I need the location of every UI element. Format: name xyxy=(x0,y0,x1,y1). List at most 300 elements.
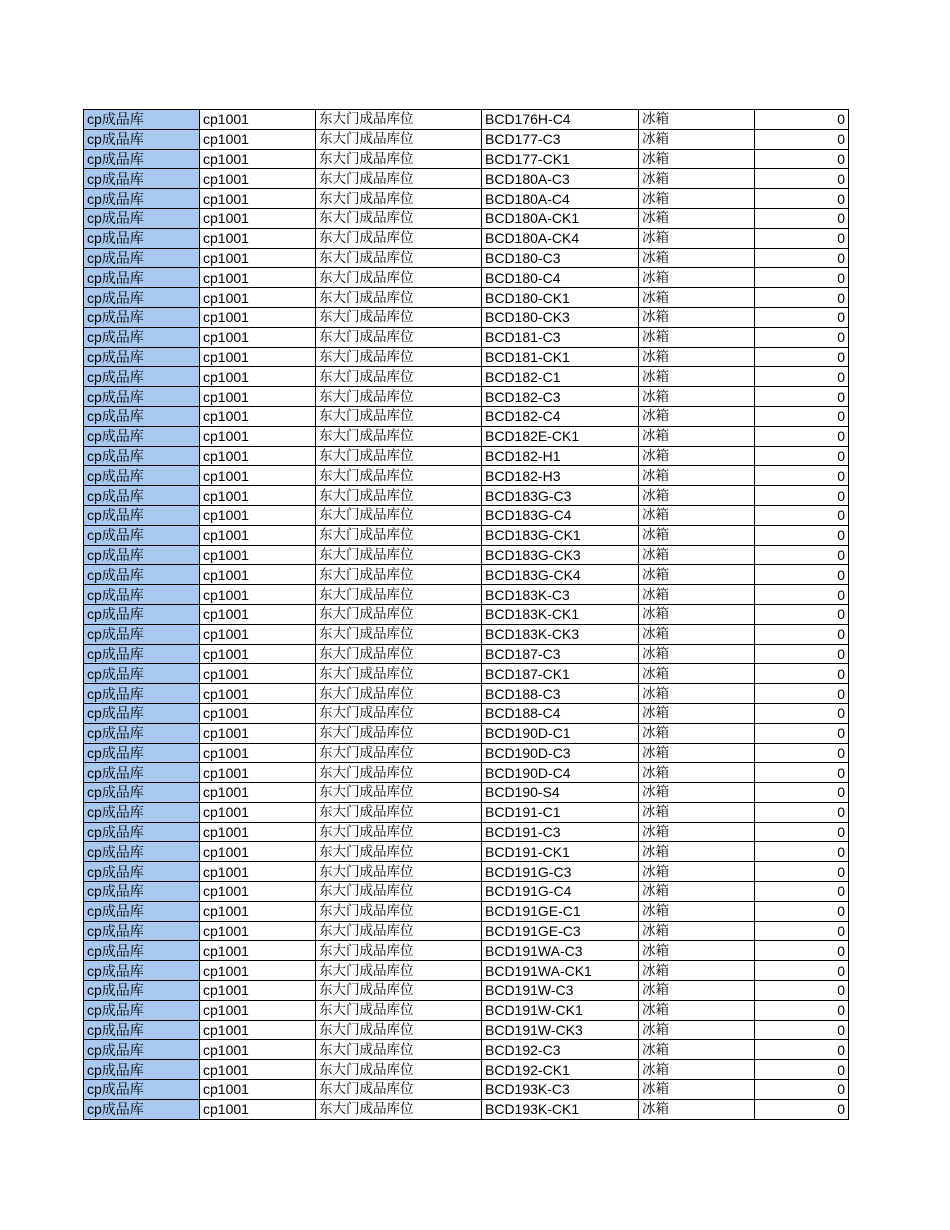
warehouse-code-cell[interactable]: cp1001 xyxy=(200,347,316,367)
model-cell[interactable]: BCD177-CK1 xyxy=(482,149,639,169)
model-cell[interactable]: BCD187-C3 xyxy=(482,644,639,664)
category-cell[interactable]: 冰箱 xyxy=(639,723,755,743)
category-cell[interactable]: 冰箱 xyxy=(639,624,755,644)
warehouse-code-cell[interactable]: cp1001 xyxy=(200,604,316,624)
warehouse-code-cell[interactable]: cp1001 xyxy=(200,1020,316,1040)
model-cell[interactable]: BCD180A-CK4 xyxy=(482,228,639,248)
model-cell[interactable]: BCD180-CK1 xyxy=(482,288,639,308)
quantity-cell[interactable]: 0 xyxy=(755,882,849,902)
model-cell[interactable]: BCD191G-C4 xyxy=(482,882,639,902)
category-cell[interactable]: 冰箱 xyxy=(639,684,755,704)
category-cell[interactable]: 冰箱 xyxy=(639,129,755,149)
model-cell[interactable]: BCD191GE-C3 xyxy=(482,921,639,941)
model-cell[interactable]: BCD183G-C3 xyxy=(482,486,639,506)
location-cell[interactable]: 东大门成品库位 xyxy=(316,703,482,723)
warehouse-cell[interactable]: cp成品库 xyxy=(84,763,200,783)
model-cell[interactable]: BCD190D-C3 xyxy=(482,743,639,763)
model-cell[interactable]: BCD182-C1 xyxy=(482,367,639,387)
model-cell[interactable]: BCD193K-CK1 xyxy=(482,1099,639,1119)
warehouse-code-cell[interactable]: cp1001 xyxy=(200,307,316,327)
warehouse-code-cell[interactable]: cp1001 xyxy=(200,129,316,149)
warehouse-code-cell[interactable]: cp1001 xyxy=(200,367,316,387)
location-cell[interactable]: 东大门成品库位 xyxy=(316,743,482,763)
model-cell[interactable]: BCD190D-C4 xyxy=(482,763,639,783)
model-cell[interactable]: BCD182-C3 xyxy=(482,387,639,407)
model-cell[interactable]: BCD191G-C3 xyxy=(482,862,639,882)
warehouse-cell[interactable]: cp成品库 xyxy=(84,941,200,961)
category-cell[interactable]: 冰箱 xyxy=(639,941,755,961)
quantity-cell[interactable]: 0 xyxy=(755,307,849,327)
quantity-cell[interactable]: 0 xyxy=(755,268,849,288)
location-cell[interactable]: 东大门成品库位 xyxy=(316,149,482,169)
warehouse-cell[interactable]: cp成品库 xyxy=(84,921,200,941)
quantity-cell[interactable]: 0 xyxy=(755,248,849,268)
model-cell[interactable]: BCD191W-CK1 xyxy=(482,1000,639,1020)
quantity-cell[interactable]: 0 xyxy=(755,327,849,347)
category-cell[interactable]: 冰箱 xyxy=(639,981,755,1001)
location-cell[interactable]: 东大门成品库位 xyxy=(316,822,482,842)
quantity-cell[interactable]: 0 xyxy=(755,565,849,585)
model-cell[interactable]: BCD183G-CK1 xyxy=(482,525,639,545)
quantity-cell[interactable]: 0 xyxy=(755,822,849,842)
category-cell[interactable]: 冰箱 xyxy=(639,228,755,248)
warehouse-cell[interactable]: cp成品库 xyxy=(84,208,200,228)
model-cell[interactable]: BCD182-H1 xyxy=(482,446,639,466)
warehouse-code-cell[interactable]: cp1001 xyxy=(200,842,316,862)
warehouse-cell[interactable]: cp成品库 xyxy=(84,565,200,585)
quantity-cell[interactable]: 0 xyxy=(755,684,849,704)
warehouse-cell[interactable]: cp成品库 xyxy=(84,525,200,545)
location-cell[interactable]: 东大门成品库位 xyxy=(316,208,482,228)
warehouse-cell[interactable]: cp成品库 xyxy=(84,585,200,605)
location-cell[interactable]: 东大门成品库位 xyxy=(316,941,482,961)
category-cell[interactable]: 冰箱 xyxy=(639,486,755,506)
category-cell[interactable]: 冰箱 xyxy=(639,347,755,367)
warehouse-cell[interactable]: cp成品库 xyxy=(84,248,200,268)
category-cell[interactable]: 冰箱 xyxy=(639,1080,755,1100)
warehouse-cell[interactable]: cp成品库 xyxy=(84,802,200,822)
model-cell[interactable]: BCD192-CK1 xyxy=(482,1060,639,1080)
location-cell[interactable]: 东大门成品库位 xyxy=(316,347,482,367)
quantity-cell[interactable]: 0 xyxy=(755,149,849,169)
location-cell[interactable]: 东大门成品库位 xyxy=(316,763,482,783)
quantity-cell[interactable]: 0 xyxy=(755,288,849,308)
location-cell[interactable]: 东大门成品库位 xyxy=(316,644,482,664)
location-cell[interactable]: 东大门成品库位 xyxy=(316,545,482,565)
category-cell[interactable]: 冰箱 xyxy=(639,466,755,486)
warehouse-code-cell[interactable]: cp1001 xyxy=(200,961,316,981)
warehouse-cell[interactable]: cp成品库 xyxy=(84,169,200,189)
quantity-cell[interactable]: 0 xyxy=(755,585,849,605)
model-cell[interactable]: BCD182E-CK1 xyxy=(482,426,639,446)
warehouse-code-cell[interactable]: cp1001 xyxy=(200,644,316,664)
location-cell[interactable]: 东大门成品库位 xyxy=(316,189,482,209)
warehouse-cell[interactable]: cp成品库 xyxy=(84,545,200,565)
quantity-cell[interactable]: 0 xyxy=(755,169,849,189)
location-cell[interactable]: 东大门成品库位 xyxy=(316,1099,482,1119)
location-cell[interactable]: 东大门成品库位 xyxy=(316,288,482,308)
quantity-cell[interactable]: 0 xyxy=(755,367,849,387)
model-cell[interactable]: BCD188-C4 xyxy=(482,703,639,723)
category-cell[interactable]: 冰箱 xyxy=(639,644,755,664)
model-cell[interactable]: BCD182-C4 xyxy=(482,406,639,426)
warehouse-cell[interactable]: cp成品库 xyxy=(84,882,200,902)
quantity-cell[interactable]: 0 xyxy=(755,981,849,1001)
quantity-cell[interactable]: 0 xyxy=(755,604,849,624)
category-cell[interactable]: 冰箱 xyxy=(639,1040,755,1060)
warehouse-code-cell[interactable]: cp1001 xyxy=(200,208,316,228)
quantity-cell[interactable]: 0 xyxy=(755,228,849,248)
model-cell[interactable]: BCD180-C3 xyxy=(482,248,639,268)
warehouse-cell[interactable]: cp成品库 xyxy=(84,486,200,506)
location-cell[interactable]: 东大门成品库位 xyxy=(316,446,482,466)
quantity-cell[interactable]: 0 xyxy=(755,941,849,961)
warehouse-cell[interactable]: cp成品库 xyxy=(84,961,200,981)
quantity-cell[interactable]: 0 xyxy=(755,1080,849,1100)
model-cell[interactable]: BCD182-H3 xyxy=(482,466,639,486)
location-cell[interactable]: 东大门成品库位 xyxy=(316,426,482,446)
model-cell[interactable]: BCD180A-C4 xyxy=(482,189,639,209)
model-cell[interactable]: BCD183G-CK4 xyxy=(482,565,639,585)
warehouse-cell[interactable]: cp成品库 xyxy=(84,604,200,624)
model-cell[interactable]: BCD183K-C3 xyxy=(482,585,639,605)
category-cell[interactable]: 冰箱 xyxy=(639,110,755,130)
warehouse-cell[interactable]: cp成品库 xyxy=(84,1040,200,1060)
location-cell[interactable]: 东大门成品库位 xyxy=(316,1060,482,1080)
category-cell[interactable]: 冰箱 xyxy=(639,961,755,981)
category-cell[interactable]: 冰箱 xyxy=(639,505,755,525)
category-cell[interactable]: 冰箱 xyxy=(639,149,755,169)
warehouse-cell[interactable]: cp成品库 xyxy=(84,783,200,803)
location-cell[interactable]: 东大门成品库位 xyxy=(316,882,482,902)
quantity-cell[interactable]: 0 xyxy=(755,624,849,644)
warehouse-code-cell[interactable]: cp1001 xyxy=(200,882,316,902)
category-cell[interactable]: 冰箱 xyxy=(639,664,755,684)
quantity-cell[interactable]: 0 xyxy=(755,189,849,209)
category-cell[interactable]: 冰箱 xyxy=(639,1020,755,1040)
category-cell[interactable]: 冰箱 xyxy=(639,585,755,605)
category-cell[interactable]: 冰箱 xyxy=(639,921,755,941)
warehouse-cell[interactable]: cp成品库 xyxy=(84,822,200,842)
quantity-cell[interactable]: 0 xyxy=(755,1020,849,1040)
category-cell[interactable]: 冰箱 xyxy=(639,565,755,585)
model-cell[interactable]: BCD180-CK3 xyxy=(482,307,639,327)
quantity-cell[interactable]: 0 xyxy=(755,1000,849,1020)
warehouse-cell[interactable]: cp成品库 xyxy=(84,406,200,426)
warehouse-code-cell[interactable]: cp1001 xyxy=(200,783,316,803)
model-cell[interactable]: BCD191GE-C1 xyxy=(482,901,639,921)
warehouse-cell[interactable]: cp成品库 xyxy=(84,862,200,882)
warehouse-code-cell[interactable]: cp1001 xyxy=(200,545,316,565)
model-cell[interactable]: BCD191-C1 xyxy=(482,802,639,822)
warehouse-code-cell[interactable]: cp1001 xyxy=(200,387,316,407)
location-cell[interactable]: 东大门成品库位 xyxy=(316,802,482,822)
category-cell[interactable]: 冰箱 xyxy=(639,288,755,308)
warehouse-cell[interactable]: cp成品库 xyxy=(84,268,200,288)
location-cell[interactable]: 东大门成品库位 xyxy=(316,921,482,941)
category-cell[interactable]: 冰箱 xyxy=(639,703,755,723)
warehouse-cell[interactable]: cp成品库 xyxy=(84,149,200,169)
warehouse-cell[interactable]: cp成品库 xyxy=(84,1000,200,1020)
location-cell[interactable]: 东大门成品库位 xyxy=(316,268,482,288)
model-cell[interactable]: BCD191W-CK3 xyxy=(482,1020,639,1040)
model-cell[interactable]: BCD180A-C3 xyxy=(482,169,639,189)
warehouse-code-cell[interactable]: cp1001 xyxy=(200,862,316,882)
category-cell[interactable]: 冰箱 xyxy=(639,743,755,763)
warehouse-code-cell[interactable]: cp1001 xyxy=(200,1000,316,1020)
location-cell[interactable]: 东大门成品库位 xyxy=(316,624,482,644)
model-cell[interactable]: BCD191W-C3 xyxy=(482,981,639,1001)
model-cell[interactable]: BCD183G-CK3 xyxy=(482,545,639,565)
warehouse-code-cell[interactable]: cp1001 xyxy=(200,327,316,347)
quantity-cell[interactable]: 0 xyxy=(755,505,849,525)
category-cell[interactable]: 冰箱 xyxy=(639,862,755,882)
category-cell[interactable]: 冰箱 xyxy=(639,367,755,387)
category-cell[interactable]: 冰箱 xyxy=(639,901,755,921)
category-cell[interactable]: 冰箱 xyxy=(639,842,755,862)
model-cell[interactable]: BCD191WA-CK1 xyxy=(482,961,639,981)
location-cell[interactable]: 东大门成品库位 xyxy=(316,327,482,347)
location-cell[interactable]: 东大门成品库位 xyxy=(316,1080,482,1100)
quantity-cell[interactable]: 0 xyxy=(755,802,849,822)
location-cell[interactable]: 东大门成品库位 xyxy=(316,585,482,605)
warehouse-code-cell[interactable]: cp1001 xyxy=(200,565,316,585)
warehouse-cell[interactable]: cp成品库 xyxy=(84,1080,200,1100)
quantity-cell[interactable]: 0 xyxy=(755,387,849,407)
warehouse-code-cell[interactable]: cp1001 xyxy=(200,486,316,506)
model-cell[interactable]: BCD180-C4 xyxy=(482,268,639,288)
category-cell[interactable]: 冰箱 xyxy=(639,763,755,783)
location-cell[interactable]: 东大门成品库位 xyxy=(316,604,482,624)
location-cell[interactable]: 东大门成品库位 xyxy=(316,862,482,882)
category-cell[interactable]: 冰箱 xyxy=(639,169,755,189)
quantity-cell[interactable]: 0 xyxy=(755,129,849,149)
category-cell[interactable]: 冰箱 xyxy=(639,446,755,466)
warehouse-cell[interactable]: cp成品库 xyxy=(84,1020,200,1040)
location-cell[interactable]: 东大门成品库位 xyxy=(316,783,482,803)
category-cell[interactable]: 冰箱 xyxy=(639,406,755,426)
model-cell[interactable]: BCD183K-CK3 xyxy=(482,624,639,644)
warehouse-code-cell[interactable]: cp1001 xyxy=(200,248,316,268)
warehouse-cell[interactable]: cp成品库 xyxy=(84,189,200,209)
quantity-cell[interactable]: 0 xyxy=(755,664,849,684)
location-cell[interactable]: 东大门成品库位 xyxy=(316,565,482,585)
quantity-cell[interactable]: 0 xyxy=(755,1060,849,1080)
quantity-cell[interactable]: 0 xyxy=(755,486,849,506)
location-cell[interactable]: 东大门成品库位 xyxy=(316,248,482,268)
location-cell[interactable]: 东大门成品库位 xyxy=(316,1000,482,1020)
category-cell[interactable]: 冰箱 xyxy=(639,802,755,822)
quantity-cell[interactable]: 0 xyxy=(755,208,849,228)
quantity-cell[interactable]: 0 xyxy=(755,842,849,862)
warehouse-code-cell[interactable]: cp1001 xyxy=(200,664,316,684)
location-cell[interactable]: 东大门成品库位 xyxy=(316,367,482,387)
model-cell[interactable]: BCD190D-C1 xyxy=(482,723,639,743)
category-cell[interactable]: 冰箱 xyxy=(639,783,755,803)
warehouse-code-cell[interactable]: cp1001 xyxy=(200,723,316,743)
category-cell[interactable]: 冰箱 xyxy=(639,307,755,327)
warehouse-code-cell[interactable]: cp1001 xyxy=(200,466,316,486)
warehouse-code-cell[interactable]: cp1001 xyxy=(200,763,316,783)
quantity-cell[interactable]: 0 xyxy=(755,763,849,783)
location-cell[interactable]: 东大门成品库位 xyxy=(316,961,482,981)
warehouse-cell[interactable]: cp成品库 xyxy=(84,387,200,407)
warehouse-cell[interactable]: cp成品库 xyxy=(84,367,200,387)
warehouse-code-cell[interactable]: cp1001 xyxy=(200,505,316,525)
location-cell[interactable]: 东大门成品库位 xyxy=(316,723,482,743)
warehouse-code-cell[interactable]: cp1001 xyxy=(200,802,316,822)
warehouse-code-cell[interactable]: cp1001 xyxy=(200,268,316,288)
warehouse-code-cell[interactable]: cp1001 xyxy=(200,169,316,189)
model-cell[interactable]: BCD188-C3 xyxy=(482,684,639,704)
warehouse-cell[interactable]: cp成品库 xyxy=(84,703,200,723)
warehouse-cell[interactable]: cp成品库 xyxy=(84,664,200,684)
quantity-cell[interactable]: 0 xyxy=(755,545,849,565)
warehouse-code-cell[interactable]: cp1001 xyxy=(200,1060,316,1080)
location-cell[interactable]: 东大门成品库位 xyxy=(316,110,482,130)
warehouse-cell[interactable]: cp成品库 xyxy=(84,723,200,743)
location-cell[interactable]: 东大门成品库位 xyxy=(316,1020,482,1040)
quantity-cell[interactable]: 0 xyxy=(755,466,849,486)
location-cell[interactable]: 东大门成品库位 xyxy=(316,901,482,921)
category-cell[interactable]: 冰箱 xyxy=(639,268,755,288)
location-cell[interactable]: 东大门成品库位 xyxy=(316,228,482,248)
quantity-cell[interactable]: 0 xyxy=(755,901,849,921)
location-cell[interactable]: 东大门成品库位 xyxy=(316,684,482,704)
model-cell[interactable]: BCD191-C3 xyxy=(482,822,639,842)
warehouse-code-cell[interactable]: cp1001 xyxy=(200,525,316,545)
warehouse-code-cell[interactable]: cp1001 xyxy=(200,1080,316,1100)
warehouse-cell[interactable]: cp成品库 xyxy=(84,466,200,486)
category-cell[interactable]: 冰箱 xyxy=(639,822,755,842)
category-cell[interactable]: 冰箱 xyxy=(639,387,755,407)
warehouse-code-cell[interactable]: cp1001 xyxy=(200,446,316,466)
model-cell[interactable]: BCD191-CK1 xyxy=(482,842,639,862)
category-cell[interactable]: 冰箱 xyxy=(639,208,755,228)
location-cell[interactable]: 东大门成品库位 xyxy=(316,406,482,426)
model-cell[interactable]: BCD191WA-C3 xyxy=(482,941,639,961)
model-cell[interactable]: BCD190-S4 xyxy=(482,783,639,803)
category-cell[interactable]: 冰箱 xyxy=(639,1060,755,1080)
warehouse-cell[interactable]: cp成品库 xyxy=(84,505,200,525)
location-cell[interactable]: 东大门成品库位 xyxy=(316,307,482,327)
location-cell[interactable]: 东大门成品库位 xyxy=(316,664,482,684)
warehouse-cell[interactable]: cp成品库 xyxy=(84,307,200,327)
quantity-cell[interactable]: 0 xyxy=(755,406,849,426)
warehouse-cell[interactable]: cp成品库 xyxy=(84,110,200,130)
category-cell[interactable]: 冰箱 xyxy=(639,189,755,209)
model-cell[interactable]: BCD192-C3 xyxy=(482,1040,639,1060)
warehouse-code-cell[interactable]: cp1001 xyxy=(200,684,316,704)
warehouse-cell[interactable]: cp成品库 xyxy=(84,1099,200,1119)
warehouse-code-cell[interactable]: cp1001 xyxy=(200,921,316,941)
model-cell[interactable]: BCD183K-CK1 xyxy=(482,604,639,624)
quantity-cell[interactable]: 0 xyxy=(755,110,849,130)
warehouse-code-cell[interactable]: cp1001 xyxy=(200,228,316,248)
quantity-cell[interactable]: 0 xyxy=(755,347,849,367)
model-cell[interactable]: BCD193K-C3 xyxy=(482,1080,639,1100)
model-cell[interactable]: BCD187-CK1 xyxy=(482,664,639,684)
category-cell[interactable]: 冰箱 xyxy=(639,426,755,446)
warehouse-code-cell[interactable]: cp1001 xyxy=(200,822,316,842)
location-cell[interactable]: 东大门成品库位 xyxy=(316,981,482,1001)
warehouse-cell[interactable]: cp成品库 xyxy=(84,426,200,446)
warehouse-cell[interactable]: cp成品库 xyxy=(84,446,200,466)
warehouse-code-cell[interactable]: cp1001 xyxy=(200,981,316,1001)
quantity-cell[interactable]: 0 xyxy=(755,446,849,466)
warehouse-cell[interactable]: cp成品库 xyxy=(84,981,200,1001)
model-cell[interactable]: BCD183G-C4 xyxy=(482,505,639,525)
quantity-cell[interactable]: 0 xyxy=(755,921,849,941)
warehouse-code-cell[interactable]: cp1001 xyxy=(200,189,316,209)
category-cell[interactable]: 冰箱 xyxy=(639,1099,755,1119)
model-cell[interactable]: BCD181-CK1 xyxy=(482,347,639,367)
warehouse-code-cell[interactable]: cp1001 xyxy=(200,941,316,961)
model-cell[interactable]: BCD180A-CK1 xyxy=(482,208,639,228)
category-cell[interactable]: 冰箱 xyxy=(639,525,755,545)
warehouse-cell[interactable]: cp成品库 xyxy=(84,901,200,921)
warehouse-code-cell[interactable]: cp1001 xyxy=(200,426,316,446)
model-cell[interactable]: BCD176H-C4 xyxy=(482,110,639,130)
quantity-cell[interactable]: 0 xyxy=(755,525,849,545)
warehouse-cell[interactable]: cp成品库 xyxy=(84,347,200,367)
location-cell[interactable]: 东大门成品库位 xyxy=(316,129,482,149)
quantity-cell[interactable]: 0 xyxy=(755,961,849,981)
warehouse-code-cell[interactable]: cp1001 xyxy=(200,743,316,763)
category-cell[interactable]: 冰箱 xyxy=(639,545,755,565)
quantity-cell[interactable]: 0 xyxy=(755,1040,849,1060)
quantity-cell[interactable]: 0 xyxy=(755,1099,849,1119)
quantity-cell[interactable]: 0 xyxy=(755,783,849,803)
category-cell[interactable]: 冰箱 xyxy=(639,1000,755,1020)
location-cell[interactable]: 东大门成品库位 xyxy=(316,525,482,545)
category-cell[interactable]: 冰箱 xyxy=(639,882,755,902)
quantity-cell[interactable]: 0 xyxy=(755,743,849,763)
warehouse-cell[interactable]: cp成品库 xyxy=(84,228,200,248)
warehouse-code-cell[interactable]: cp1001 xyxy=(200,149,316,169)
warehouse-code-cell[interactable]: cp1001 xyxy=(200,901,316,921)
location-cell[interactable]: 东大门成品库位 xyxy=(316,169,482,189)
warehouse-cell[interactable]: cp成品库 xyxy=(84,129,200,149)
location-cell[interactable]: 东大门成品库位 xyxy=(316,1040,482,1060)
location-cell[interactable]: 东大门成品库位 xyxy=(316,486,482,506)
warehouse-code-cell[interactable]: cp1001 xyxy=(200,110,316,130)
category-cell[interactable]: 冰箱 xyxy=(639,327,755,347)
quantity-cell[interactable]: 0 xyxy=(755,703,849,723)
warehouse-cell[interactable]: cp成品库 xyxy=(84,684,200,704)
model-cell[interactable]: BCD177-C3 xyxy=(482,129,639,149)
warehouse-cell[interactable]: cp成品库 xyxy=(84,624,200,644)
warehouse-code-cell[interactable]: cp1001 xyxy=(200,288,316,308)
quantity-cell[interactable]: 0 xyxy=(755,644,849,664)
warehouse-cell[interactable]: cp成品库 xyxy=(84,1060,200,1080)
warehouse-cell[interactable]: cp成品库 xyxy=(84,327,200,347)
quantity-cell[interactable]: 0 xyxy=(755,862,849,882)
location-cell[interactable]: 东大门成品库位 xyxy=(316,466,482,486)
warehouse-cell[interactable]: cp成品库 xyxy=(84,288,200,308)
quantity-cell[interactable]: 0 xyxy=(755,723,849,743)
category-cell[interactable]: 冰箱 xyxy=(639,604,755,624)
warehouse-cell[interactable]: cp成品库 xyxy=(84,743,200,763)
model-cell[interactable]: BCD181-C3 xyxy=(482,327,639,347)
location-cell[interactable]: 东大门成品库位 xyxy=(316,387,482,407)
warehouse-cell[interactable]: cp成品库 xyxy=(84,842,200,862)
category-cell[interactable]: 冰箱 xyxy=(639,248,755,268)
warehouse-cell[interactable]: cp成品库 xyxy=(84,644,200,664)
location-cell[interactable]: 东大门成品库位 xyxy=(316,842,482,862)
warehouse-code-cell[interactable]: cp1001 xyxy=(200,1040,316,1060)
warehouse-code-cell[interactable]: cp1001 xyxy=(200,1099,316,1119)
